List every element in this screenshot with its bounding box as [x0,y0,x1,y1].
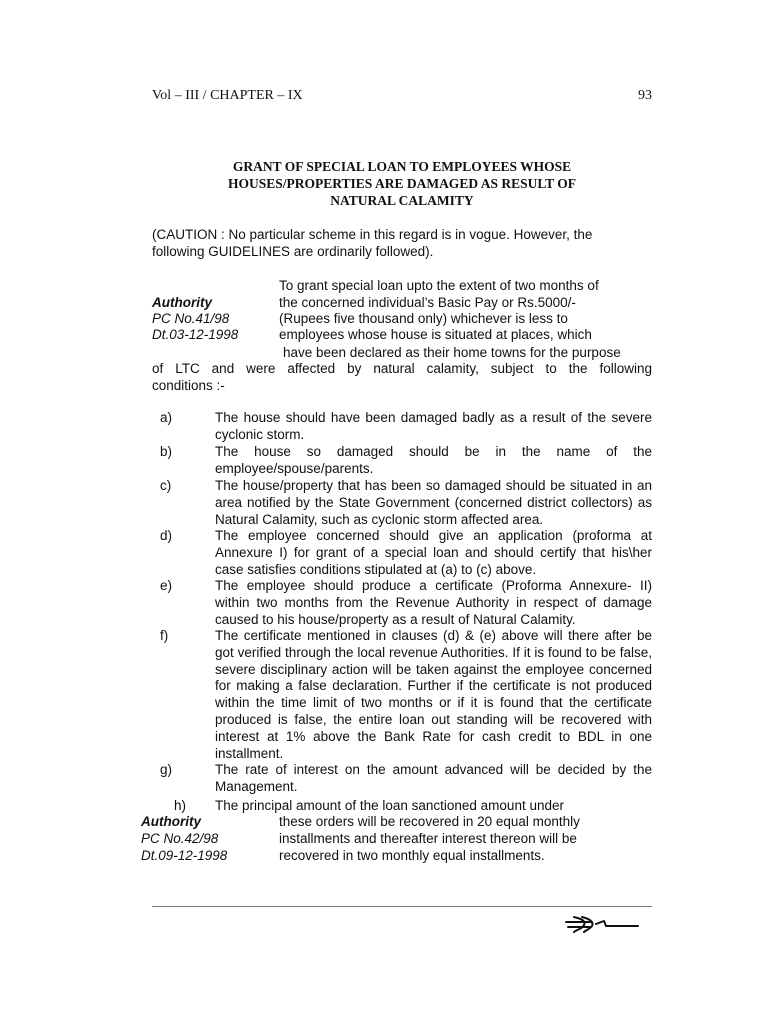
intro-line-3: (Rupees five thousand only) whichever is less to [279,311,568,326]
condition-b [152,444,652,478]
condition-c-label: c) [160,478,172,493]
intro-line-5: have been declared as their home towns for the purpose [283,345,621,360]
caution-note [152,226,652,260]
condition-f-label: f) [160,628,169,643]
condition-b-text: The house so damaged should be in the name of the employee/spouse/parents. [215,444,652,476]
running-header: Vol – III / CHAPTER – IX [152,88,303,103]
condition-d-label: d) [160,528,173,543]
footer-rule [152,906,652,907]
condition-b-label: b) [160,444,173,459]
condition-h-line-1: The principal amount of the loan sanctioned amount under [215,798,564,813]
page-title [152,158,652,209]
authority-label-1: Authority [152,295,212,310]
condition-h-line-3: installments and thereafter interest thereon will be [279,831,577,846]
condition-e-text: The employee should produce a certificate (Proforma Annexure- II) within two months from the Revenue Authority in respect of damage caused to his house/property as a result of Natural Calamity. [215,578,652,627]
condition-f-text: The certificate mentioned in clauses (d) & (e) above will there after be got verified through the local revenue Authorities. If it is found to be false, severe disciplinary action will be taken against the employee concerned for making a false declaration. Further if the certificate is not produced within the time limit of two months or if it is found that the certificate produced is false, the entire loan out standing will be recovered with interest at 1% above the Bank Rate for cash credit to BDL in one installment. [215,628,652,761]
caution-line-1: (CAUTION : No particular scheme in this regard is in vogue. However, the [152,227,593,242]
condition-a [152,410,652,444]
signature-icon [560,908,640,940]
condition-d [152,528,652,578]
condition-h-line-4: recovered in two monthly equal installments. [279,848,545,863]
condition-g [152,762,652,796]
authority-label-2: Authority [141,814,201,829]
condition-g-label: g) [160,762,173,777]
condition-c [152,478,652,528]
condition-h-line-2: these orders will be recovered in 20 equal monthly [279,814,580,829]
intro-line-1: To grant special loan upto the extent of two months of [279,278,599,293]
condition-h-label: h) [174,798,187,813]
condition-c-text: The house/property that has been so damaged should be situated in an area notified by the State Government (concerned district collectors) as Natural Calamity, such as cyclonic storm affected area. [215,478,652,527]
intro-line-7: conditions :- [152,378,225,393]
condition-d-text: The employee concerned should give an application (proforma at Annexure I) for grant of a special loan and should certify that his\her case satisfies conditions stipulated at (a) to (c) above. [215,528,652,577]
title-line-3: NATURAL CALAMITY [330,193,474,208]
condition-a-label: a) [160,410,173,425]
intro-line-6: of LTC and were affected by natural calamity, subject to the following [152,361,652,376]
condition-g-text: The rate of interest on the amount advanced will be decided by the Management. [215,762,652,794]
condition-e-label: e) [160,578,173,593]
condition-a-text: The house should have been damaged badly as a result of the severe cyclonic storm. [215,410,652,442]
authority-date-2: Dt.09-12-1998 [141,848,228,863]
authority-ref-2: PC No.42/98 [141,831,219,846]
intro-line-4: employees whose house is situated at places, which [279,327,592,342]
condition-f [152,628,652,762]
caution-line-2: following GUIDELINES are ordinarily followed). [152,244,434,259]
page-number: 93 [638,88,652,103]
condition-e [152,578,652,628]
title-line-2: HOUSES/PROPERTIES ARE DAMAGED AS RESULT OF [228,176,576,191]
authority-ref-1: PC No.41/98 [152,311,230,326]
authority-date-1: Dt.03-12-1998 [152,327,239,342]
intro-line-2: the concerned individual’s Basic Pay or Rs.5000/- [279,295,576,310]
title-line-1: GRANT OF SPECIAL LOAN TO EMPLOYEES WHOSE [232,159,572,174]
